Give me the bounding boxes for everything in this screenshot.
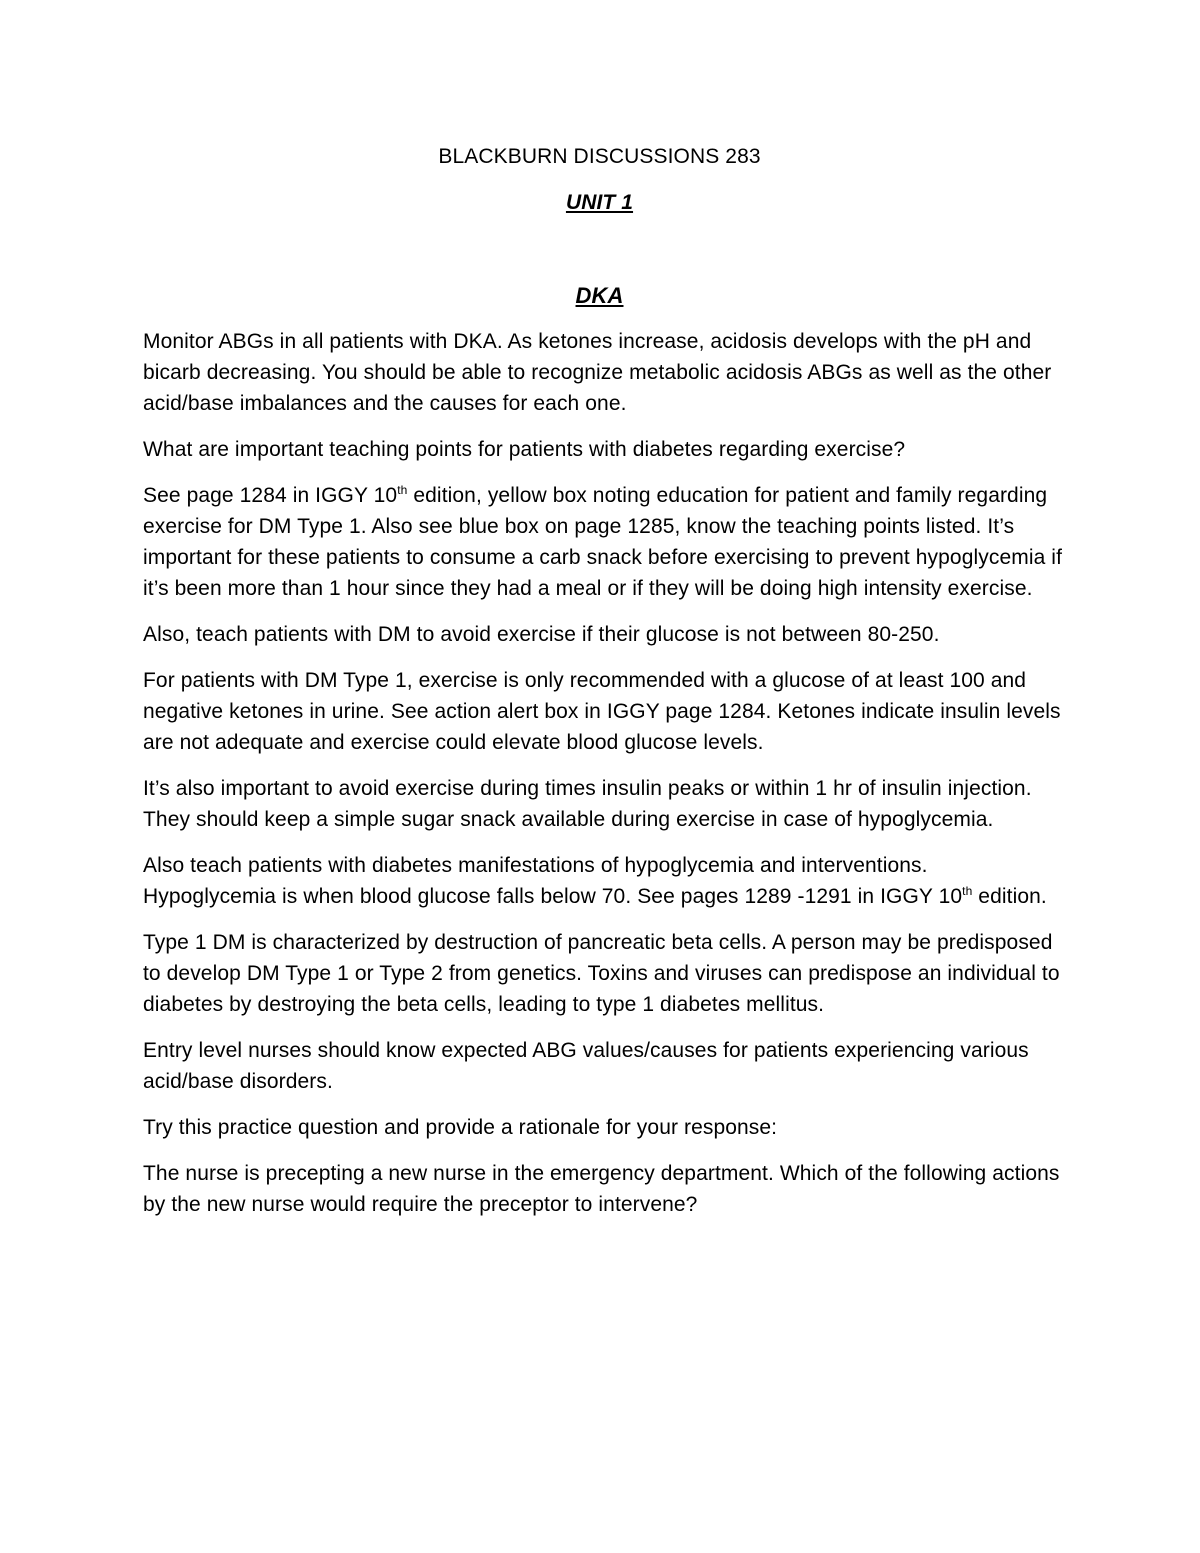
document-title: BLACKBURN DISCUSSIONS 283 [438, 145, 761, 168]
paragraph-hypoglycemia [143, 850, 1063, 912]
paragraph-insulin-peaks: It’s also important to avoid exercise during times insulin peaks or within 1 hr of insulin injection. They should keep a simple sugar snack available during exercise in case of hypoglycemia. [143, 777, 1032, 831]
superscript: th [397, 483, 408, 497]
paragraph-type1-dm: Type 1 DM is characterized by destruction of pancreatic beta cells. A person may be predisposed to develop DM Type 1 or Type 2 from genetics. Toxins and viruses can predispose an individual to diabetes by destroying the beta cells, leading to type 1 diabetes mellitus. [143, 931, 1060, 1016]
section-heading: DKA [575, 283, 624, 308]
unit-heading: UNIT 1 [565, 191, 634, 214]
paragraph-practice-question: The nurse is precepting a new nurse in the emergency department. Which of the following actions by the new nurse would require the preceptor to intervene? [143, 1162, 1060, 1216]
paragraph-exercise-education [143, 480, 1063, 604]
superscript: th [962, 884, 973, 898]
paragraph-exercise-question: What are important teaching points for patients with diabetes regarding exercise? [143, 438, 906, 461]
text-segment: edition, yellow box noting education for patient and family regarding exercise for DM Type 1. Also see blue box on page 1285, know the teaching points listed. It’s important for these patients to consume a carb snack before exercising to prevent hypoglycemia if it’s been more than 1 hour since they had a meal or if they will be doing high intensity exercise. [143, 484, 1063, 600]
paragraph-glucose-range: Also, teach patients with DM to avoid exercise if their glucose is not between 80-250. [143, 623, 940, 646]
paragraph-abg-values: Entry level nurses should know expected ABG values/causes for patients experiencing various acid/base disorders. [143, 1039, 1029, 1093]
paragraph-abg-monitoring: Monitor ABGs in all patients with DKA. As ketones increase, acidosis develops with the pH and bicarb decreasing. You should be able to recognize metabolic acidosis ABGs as well as the other acid/base imbalances and the causes for each one. [143, 330, 1052, 415]
text-segment: See page 1284 in IGGY 10 [143, 484, 398, 507]
document-body [143, 326, 1063, 1235]
text-segment: edition. [972, 885, 1047, 908]
paragraph-practice-prompt: Try this practice question and provide a rationale for your response: [143, 1116, 778, 1139]
text-segment: Also teach patients with diabetes manifestations of hypoglycemia and interventions. Hypoglycemia is when blood glucose falls below 70. See pages 1289 -1291 in IGGY 10 [143, 854, 963, 908]
paragraph-type1-exercise: For patients with DM Type 1, exercise is only recommended with a glucose of at least 100 and negative ketones in urine. See action alert box in IGGY page 1284. Ketones indicate insulin levels are not adequate and exercise could elevate blood glucose levels. [143, 669, 1061, 754]
